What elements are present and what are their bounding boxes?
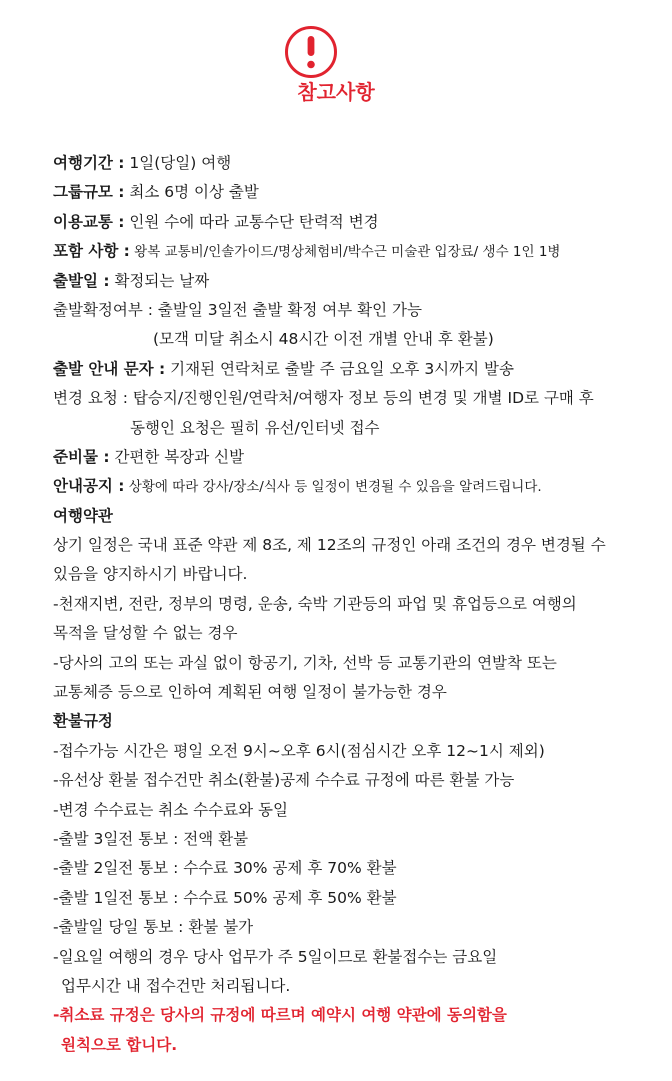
info-transport: 이용교통 : 인원 수에 따라 교통수단 탄력적 변경 bbox=[53, 212, 379, 231]
refund-line: -접수가능 시간은 평일 오전 9시~오후 6시(점심시간 오후 12~1시 제외) bbox=[53, 741, 545, 760]
info-group-size: 그룹규모 : 최소 6명 이상 출발 bbox=[53, 183, 259, 202]
info-preparation: 준비물 : 간편한 복장과 신발 bbox=[53, 447, 245, 466]
page-title: 참고사항 bbox=[297, 80, 375, 104]
refund-line: 업무시간 내 접수건만 처리됩니다. bbox=[61, 976, 291, 995]
refund-highlight-line: 원칙으로 합니다. bbox=[61, 1035, 178, 1054]
terms-line: 상기 일정은 국내 표준 약관 제 8조, 제 12조의 규정인 아래 조건의 경우 변경될 수 bbox=[53, 536, 606, 555]
info-departure-confirm-note: (모객 미달 취소시 48시간 이전 개별 안내 후 환불) bbox=[153, 330, 494, 349]
refund-line: -일요일 여행의 경우 당사 업무가 주 5일이므로 환불접수는 금요일 bbox=[53, 947, 498, 966]
info-change-request: 변경 요청 : 탑승지/진행인원/연락처/여행자 정보 등의 변경 및 개별 ID로 구매 후 bbox=[53, 389, 594, 408]
info-departure-sms: 출발 안내 문자 : 기재된 연락처로 출발 주 금요일 오후 3시까지 발송 bbox=[53, 359, 514, 378]
refund-line: -출발 2일전 통보 : 수수료 30% 공제 후 70% 환불 bbox=[53, 859, 397, 878]
terms-line: -당사의 고의 또는 과실 없이 항공기, 기차, 선박 등 교통기관의 연발착 또는 bbox=[53, 653, 557, 672]
notice-content bbox=[53, 149, 653, 1060]
refund-heading: 환불규정 bbox=[53, 712, 113, 731]
terms-line: 있음을 양지하시기 바랍니다. bbox=[53, 565, 248, 584]
terms-line: 교통체증 등으로 인하여 계획된 여행 일정이 불가능한 경우 bbox=[53, 683, 447, 702]
refund-line: -유선상 환불 접수건만 취소(환불)공제 수수료 규정에 따른 환불 가능 bbox=[53, 771, 515, 790]
info-departure-date: 출발일 : 확정되는 날짜 bbox=[53, 271, 210, 290]
refund-line: -출발일 당일 통보 : 환불 불가 bbox=[53, 918, 254, 937]
info-period: 여행기간 : 1일(당일) 여행 bbox=[53, 154, 232, 172]
info-departure-confirm: 출발확정여부 : 출발일 3일전 출발 확정 여부 확인 가능 bbox=[53, 300, 422, 319]
terms-line: -천재지변, 전란, 정부의 명령, 운송, 숙박 기관등의 파업 및 휴업등으로 여행의 bbox=[53, 594, 577, 613]
exclamation-circle-icon bbox=[283, 24, 339, 80]
refund-line: -변경 수수료는 취소 수수료와 동일 bbox=[53, 800, 288, 819]
refund-highlight-line: -취소료 규정은 당사의 규정에 따르며 예약시 여행 약관에 동의함을 bbox=[53, 1006, 507, 1025]
notice-header bbox=[0, 0, 672, 120]
terms-line: 목적을 달성할 수 없는 경우 bbox=[53, 624, 238, 643]
info-notice: 안내공지 : 상황에 따라 강사/장소/식사 등 일정이 변경될 수 있음을 알려드립니다. bbox=[53, 477, 542, 496]
refund-line: -출발 1일전 통보 : 수수료 50% 공제 후 50% 환불 bbox=[53, 888, 397, 907]
info-change-request-continuation: 동행인 요청은 필히 유선/인터넷 접수 bbox=[130, 418, 380, 437]
terms-heading: 여행약관 bbox=[53, 506, 113, 525]
info-included: 포함 사항 : 왕복 교통비/인솔가이드/명상체험비/박수근 미술관 입장료/ 생수 1인 1병 bbox=[53, 242, 561, 261]
refund-line: -출발 3일전 통보 : 전액 환불 bbox=[53, 829, 249, 848]
